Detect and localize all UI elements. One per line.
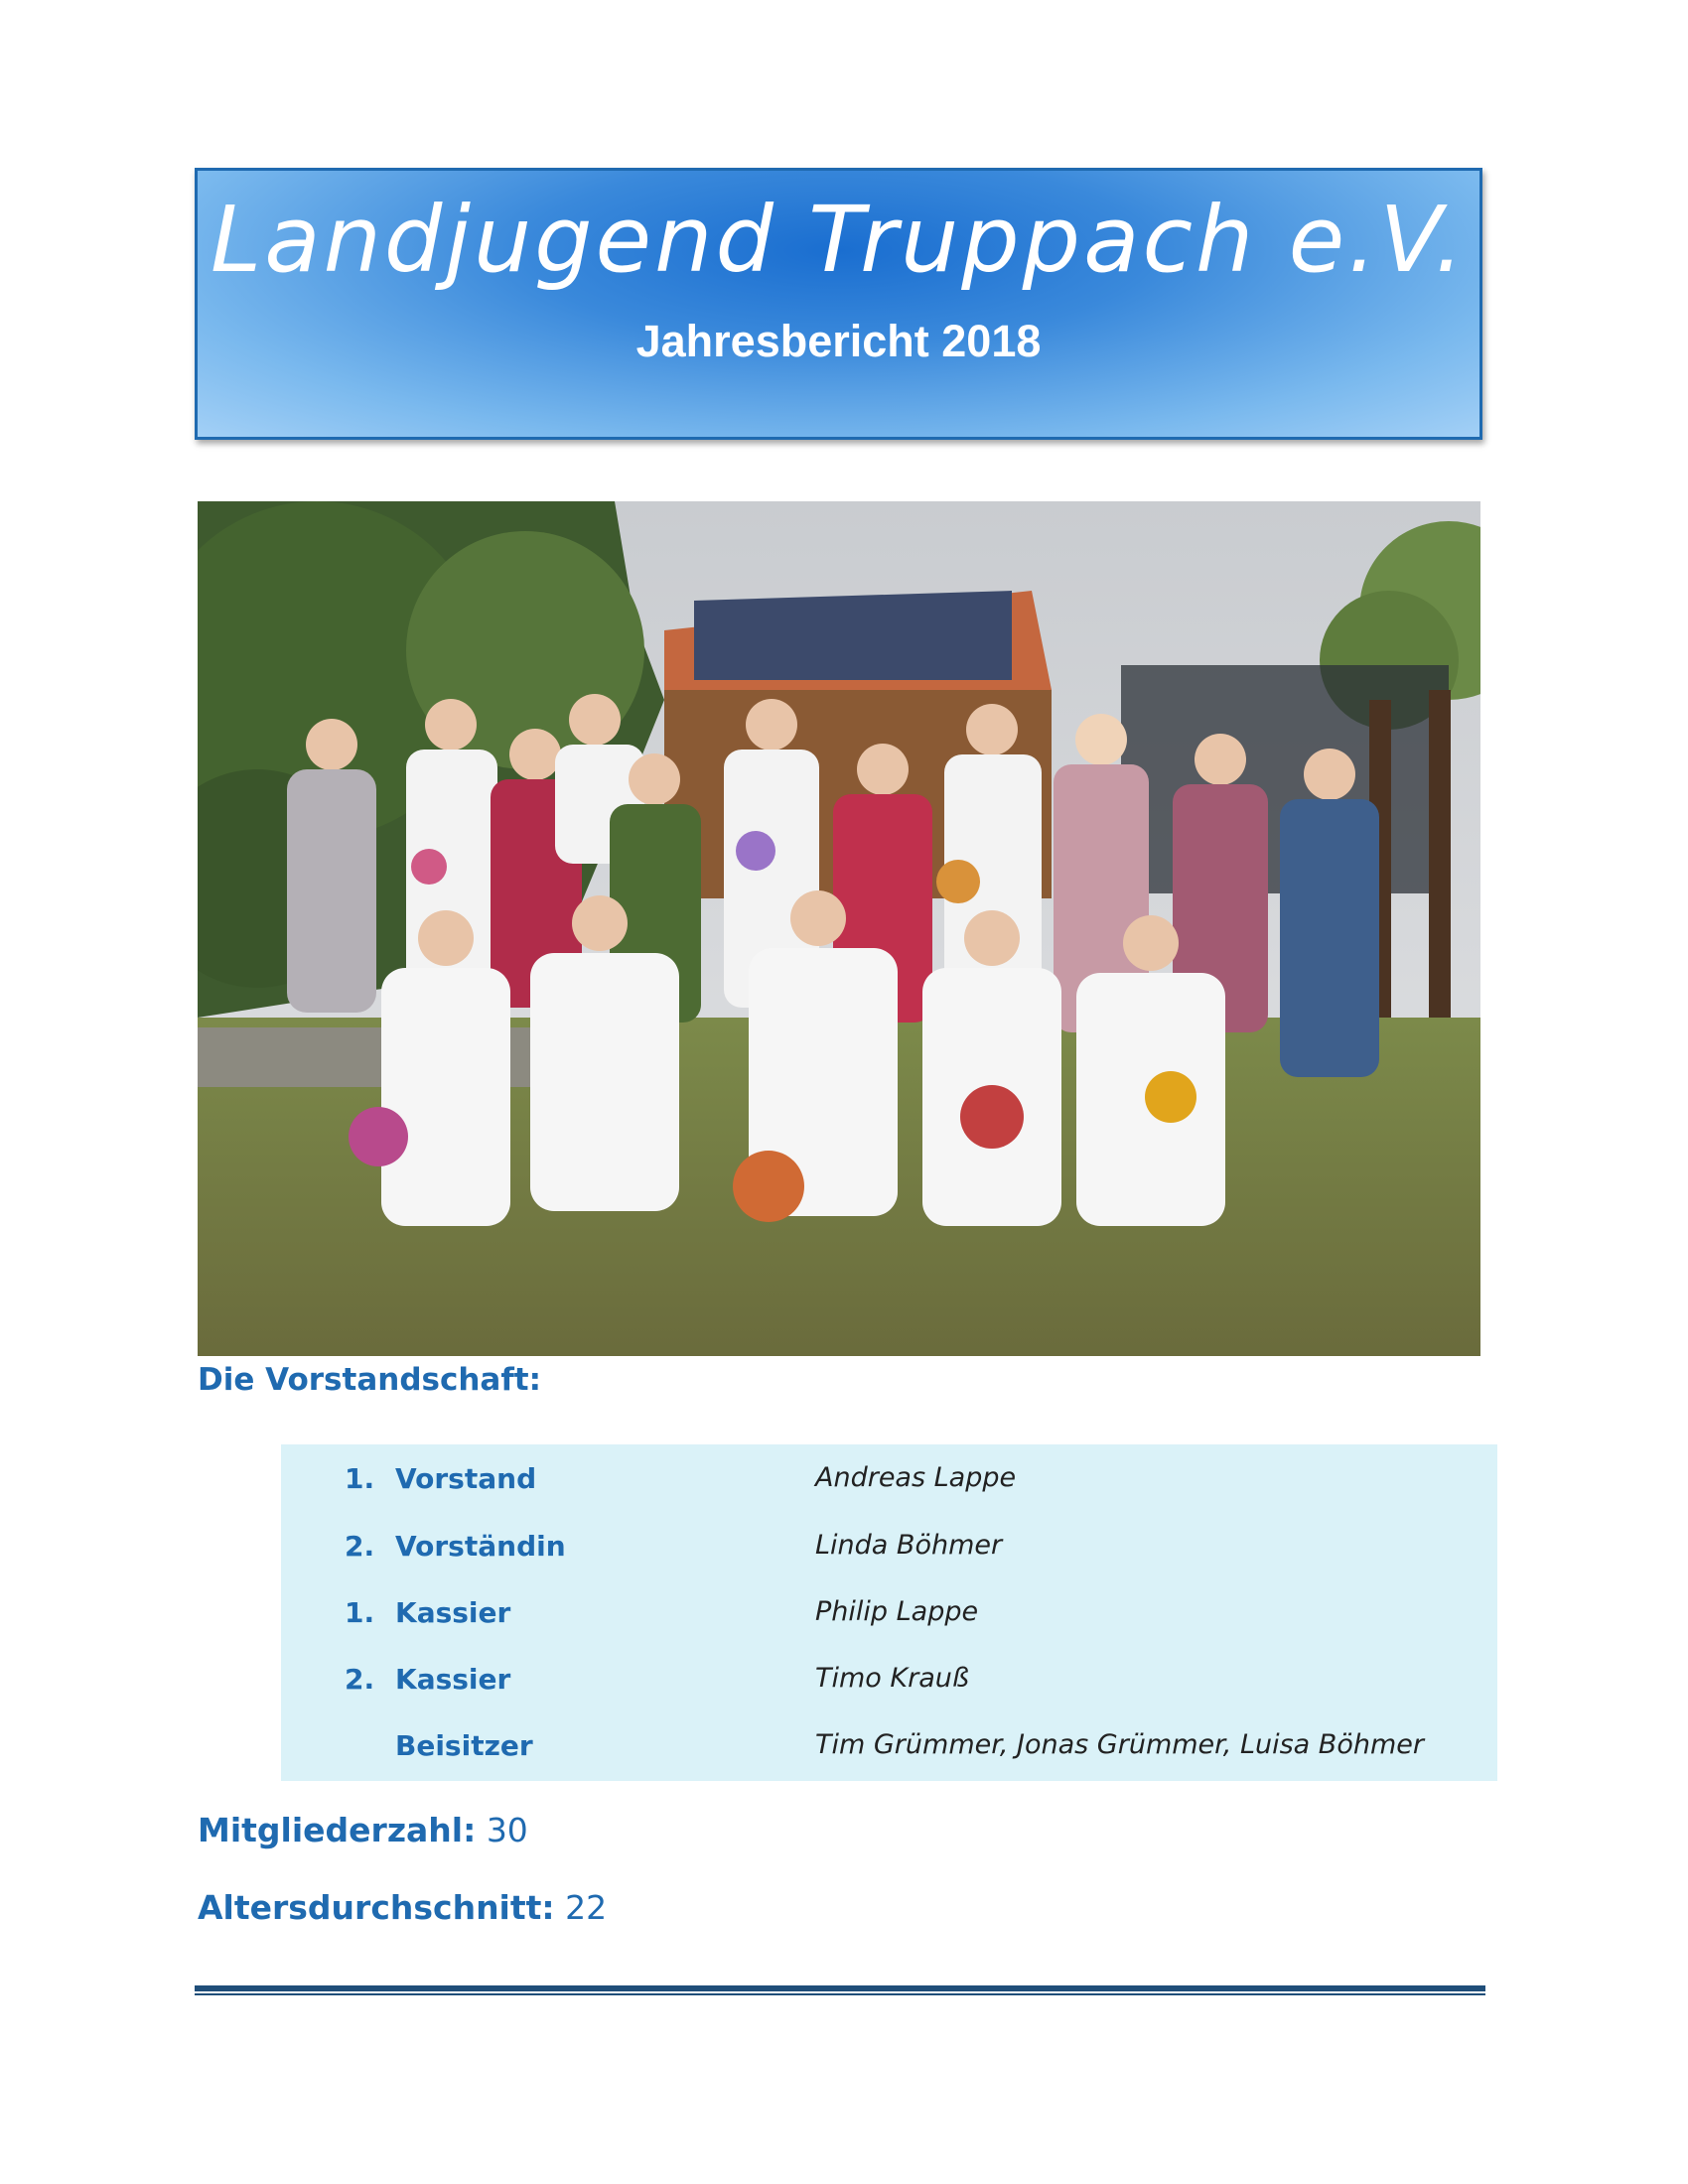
board-row-number: 2.: [345, 1663, 375, 1696]
board-row-role: Kassier: [395, 1596, 511, 1629]
board-row: [281, 1530, 1497, 1570]
board-row: [281, 1729, 1497, 1769]
board-row-name: Timo Krauß: [815, 1663, 969, 1694]
board-row-name: Andreas Lappe: [815, 1462, 1017, 1493]
board-row-role: Beisitzer: [395, 1729, 533, 1762]
members-count: [198, 1811, 528, 1849]
board-members-box: [281, 1444, 1497, 1781]
board-row-number: 2.: [345, 1530, 375, 1563]
average-age: [198, 1888, 607, 1927]
average-age-value: 22: [565, 1888, 608, 1927]
average-age-label: Altersdurchschnitt:: [198, 1888, 555, 1927]
board-row-name: Tim Grümmer, Jonas Grümmer, Luisa Böhmer: [815, 1729, 1424, 1760]
board-row: [281, 1596, 1497, 1636]
board-row-number: 1.: [345, 1596, 375, 1629]
members-count-label: Mitgliederzahl:: [198, 1811, 477, 1849]
footer-divider: [195, 1985, 1485, 1995]
board-row: [281, 1663, 1497, 1703]
board-row-role: Vorständin: [395, 1530, 566, 1563]
board-row-role: Kassier: [395, 1663, 511, 1696]
title-banner: [195, 168, 1482, 440]
members-count-value: 30: [486, 1811, 528, 1849]
footer-divider-thin: [195, 1993, 1485, 1995]
board-row-name: Linda Böhmer: [815, 1530, 1003, 1561]
document-title: Landjugend Truppach e.V.: [210, 187, 1468, 293]
board-row-role: Vorstand: [395, 1462, 537, 1495]
board-heading: Die Vorstandschaft:: [198, 1362, 542, 1398]
board-row: [281, 1462, 1497, 1502]
footer-divider-thick: [195, 1985, 1485, 1991]
board-row-name: Philip Lappe: [815, 1596, 979, 1627]
document-subtitle: Jahresbericht 2018: [635, 316, 1042, 366]
board-row-number: 1.: [345, 1462, 375, 1495]
group-photo: [198, 501, 1480, 1356]
